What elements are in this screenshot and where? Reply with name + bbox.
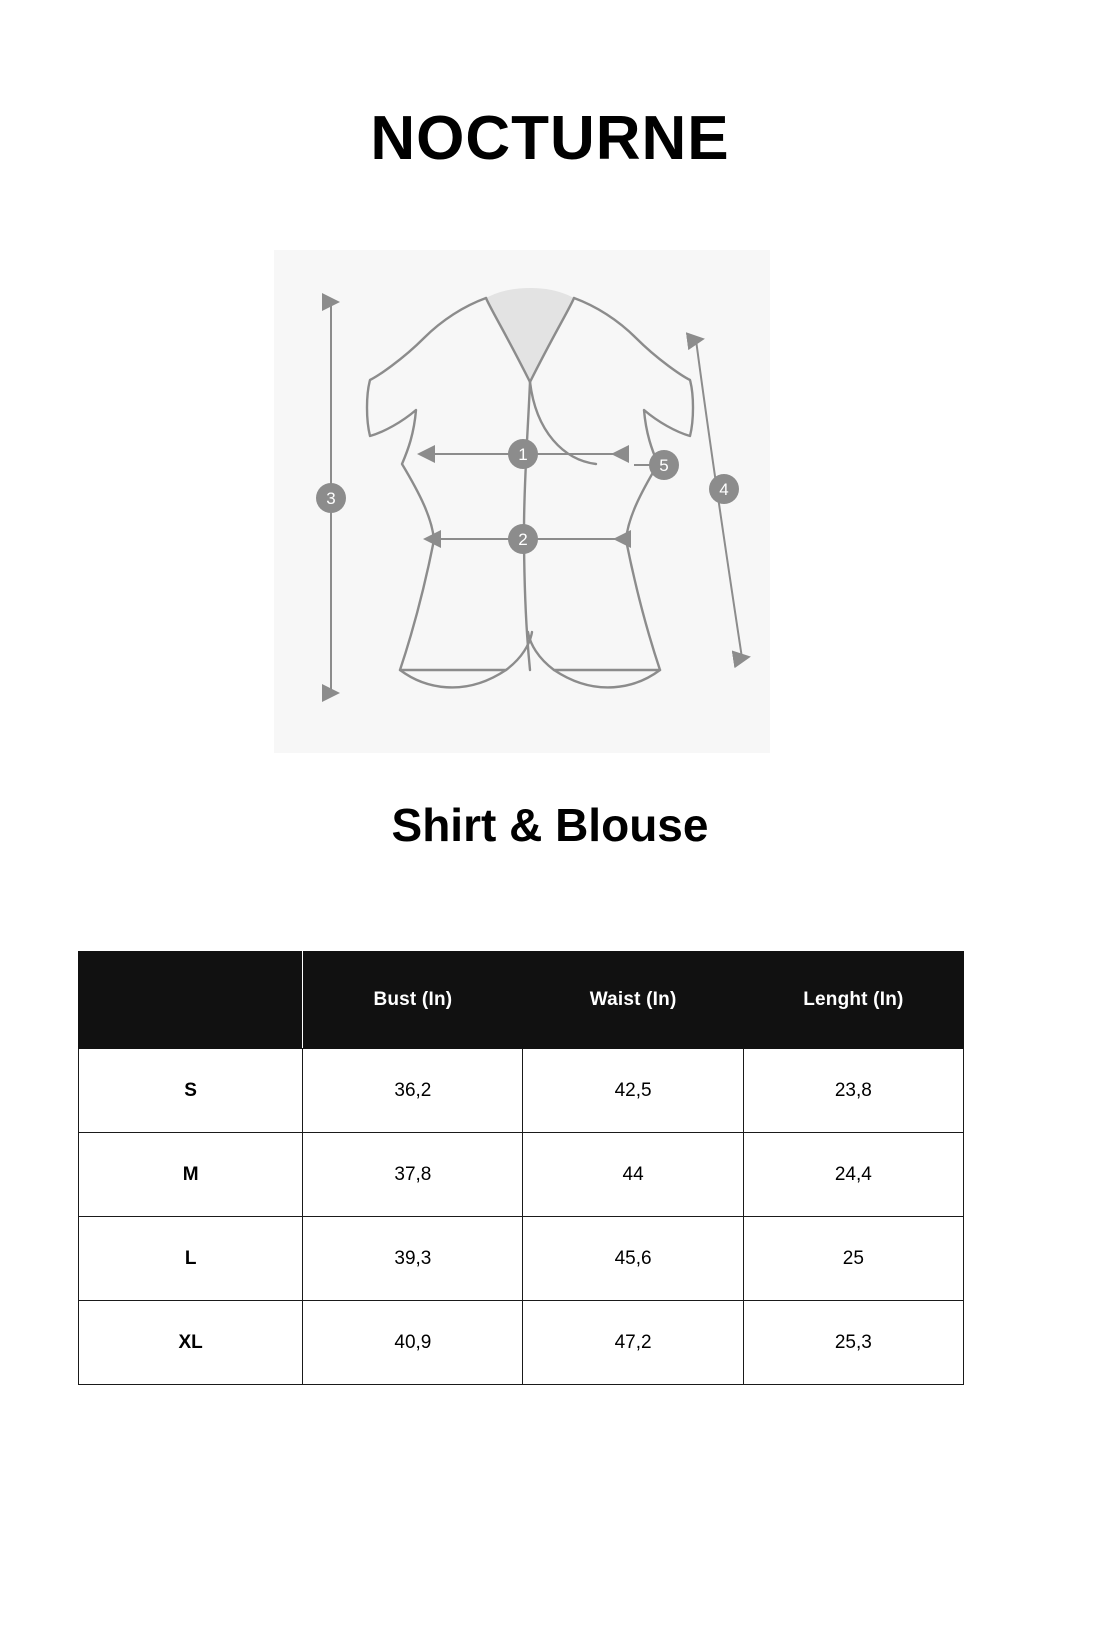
svg-text:3: 3 [326, 489, 336, 508]
cell-size: M [79, 1133, 303, 1217]
cell-bust: 36,2 [303, 1049, 523, 1133]
table-header-row [79, 952, 964, 1049]
marker-1 [508, 439, 538, 469]
marker-4 [709, 474, 739, 504]
cell-waist: 47,2 [523, 1301, 743, 1385]
cell-length: 24,4 [743, 1133, 963, 1217]
cell-waist: 42,5 [523, 1049, 743, 1133]
cell-length: 23,8 [743, 1049, 963, 1133]
collar-shape [486, 288, 574, 382]
cell-size: XL [79, 1301, 303, 1385]
garment-diagram-svg [274, 250, 770, 753]
page-title: Shirt & Blouse [391, 799, 709, 851]
cell-size: S [79, 1049, 303, 1133]
cell-size: L [79, 1217, 303, 1301]
marker-2 [508, 524, 538, 554]
garment-measurement-illustration [274, 250, 770, 753]
table-row [79, 1133, 964, 1217]
size-table [78, 951, 964, 1385]
header-cell-size [79, 952, 303, 1049]
marker-3 [316, 483, 346, 513]
svg-text:1: 1 [518, 445, 528, 464]
cell-length: 25 [743, 1217, 963, 1301]
cell-bust: 39,3 [303, 1217, 523, 1301]
brand-title: NOCTURNE [370, 104, 730, 173]
cell-bust: 37,8 [303, 1133, 523, 1217]
svg-text:5: 5 [659, 456, 669, 475]
svg-text:2: 2 [518, 530, 528, 549]
marker-5 [649, 450, 679, 480]
header-cell-waist: Waist (In) [523, 952, 743, 1049]
header-cell-length: Lenght (In) [743, 952, 963, 1049]
table-row [79, 1301, 964, 1385]
svg-text:4: 4 [719, 480, 729, 499]
cell-waist: 45,6 [523, 1217, 743, 1301]
table-row [79, 1217, 964, 1301]
cell-waist: 44 [523, 1133, 743, 1217]
size-chart [78, 951, 964, 1385]
header-cell-bust: Bust (In) [303, 952, 523, 1049]
cell-bust: 40,9 [303, 1301, 523, 1385]
cell-length: 25,3 [743, 1301, 963, 1385]
table-row [79, 1049, 964, 1133]
